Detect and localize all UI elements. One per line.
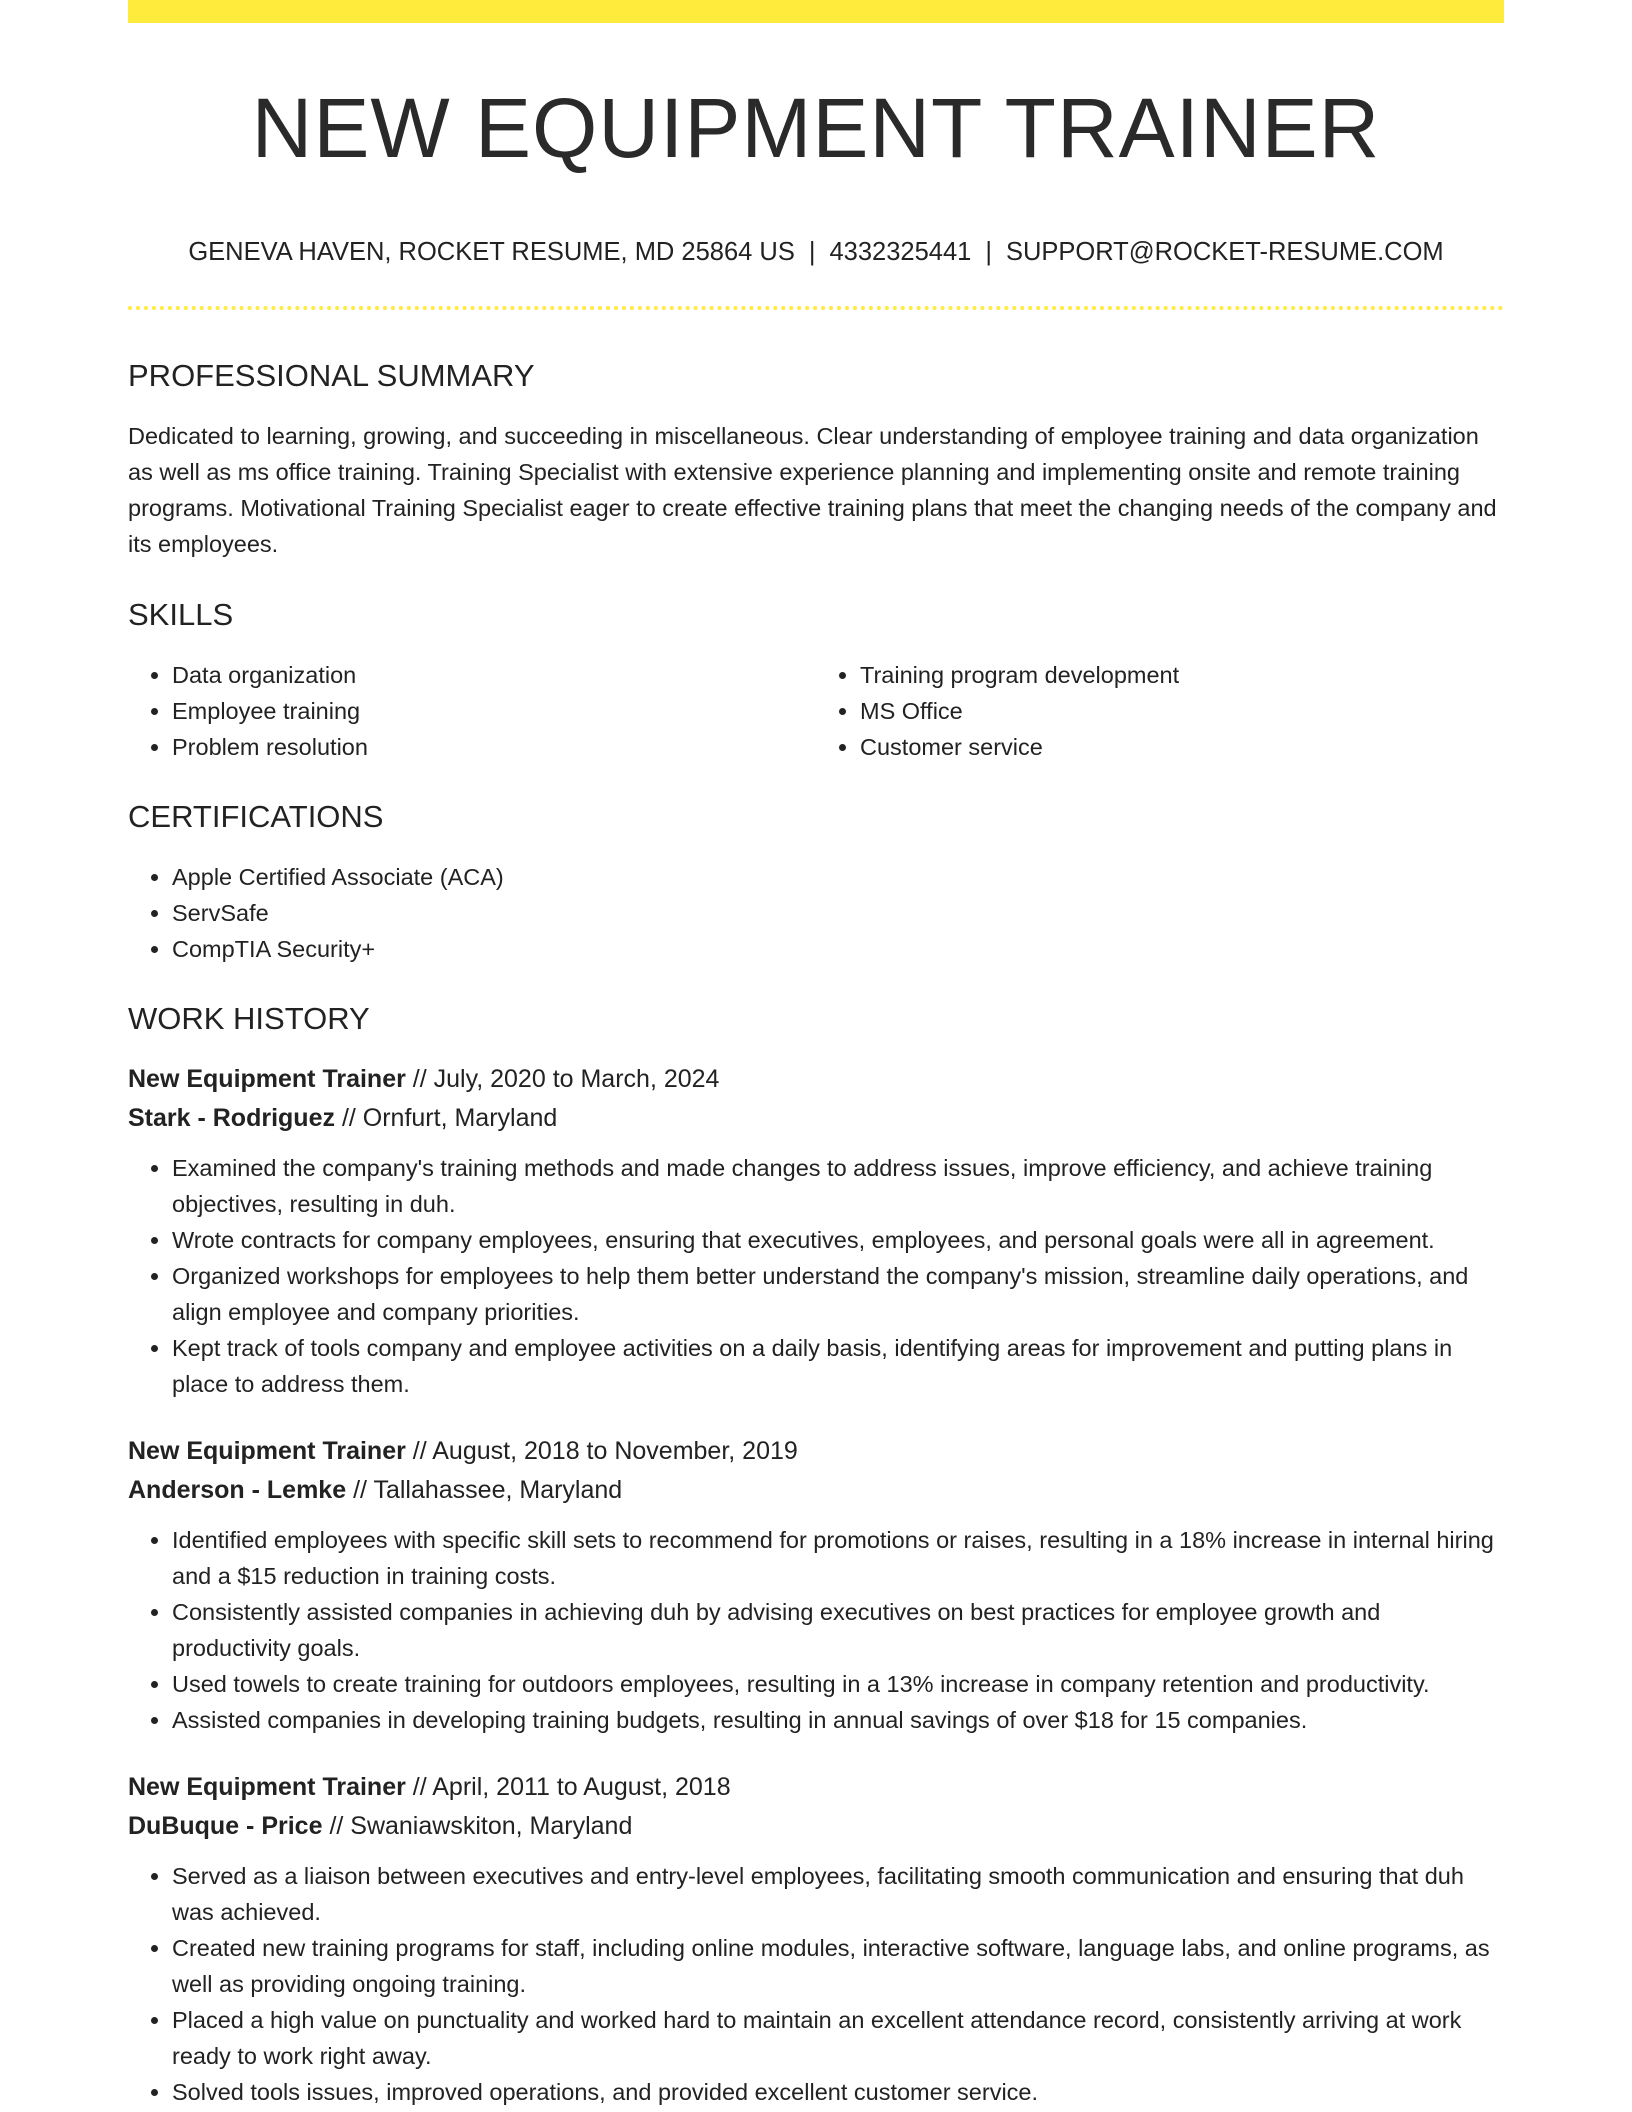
job-bullet: • Organized workshops for employees to help them better understand the company's mission, streamline daily operations, and align employee and company priorities. <box>172 1258 1504 1330</box>
job-bullet: • Consistently assisted companies in achieving duh by advising executives on best practices for employee growth and productivity goals. <box>172 1594 1504 1666</box>
certification-item: • Apple Certified Associate (ACA) <box>172 859 1504 895</box>
skill-item: • Customer service <box>860 729 1504 765</box>
job-bullet: • Identified employees with specific skill sets to recommend for promotions or raises, resulting in a 18% increase in internal hiring and a $15 reduction in training costs. <box>172 1522 1504 1594</box>
job-company-line <box>128 1099 1504 1138</box>
job-company: Anderson - Lemke <box>128 1475 347 1504</box>
job-bullet: • Used towels to create training for outdoors employees, resulting in a 13% increase in company retention and productivity. <box>172 1666 1504 1702</box>
job-location: // Tallahassee, Maryland <box>353 1475 623 1504</box>
contact-separator: | <box>985 238 992 266</box>
job-bullet: • Kept track of tools company and employee activities on a daily basis, identifying areas for improvement and putting plans in place to address them. <box>172 1330 1504 1402</box>
job-company-line <box>128 1471 1504 1510</box>
skill-item: • Employee training <box>172 693 816 729</box>
job-role: New Equipment Trainer <box>128 1064 406 1093</box>
contact-address: GENEVA HAVEN, ROCKET RESUME, MD 25864 US <box>188 238 795 266</box>
dotted-divider <box>128 306 1504 310</box>
resume-page <box>128 0 1504 2110</box>
job-bullet: • Placed a high value on punctuality and worked hard to maintain an excellent attendance record, consistently arriving at work ready to work right away. <box>172 2002 1504 2074</box>
job-bullets <box>128 1150 1504 1402</box>
contact-line <box>128 240 1504 266</box>
contact-email[interactable]: SUPPORT@ROCKET-RESUME.COM <box>1005 238 1444 266</box>
job-title-line <box>128 1768 1504 1807</box>
job-entry <box>128 1768 1504 2110</box>
job-bullet: • Wrote contracts for company employees, ensuring that executives, employees, and personal goals were all in agreement. <box>172 1222 1504 1258</box>
certifications-list <box>128 859 1504 967</box>
job-dates: // August, 2018 to November, 2019 <box>412 1436 798 1465</box>
job-bullets <box>128 1858 1504 2110</box>
top-accent-bar <box>128 0 1504 23</box>
skills-list <box>128 657 1504 765</box>
job-role: New Equipment Trainer <box>128 1772 406 1801</box>
skills-column-left <box>128 657 816 765</box>
skills-heading: SKILLS <box>128 596 234 632</box>
job-entry <box>128 1060 1504 1402</box>
job-bullet: • Served as a liaison between executives and entry-level employees, facilitating smooth communication and ensuring that duh was achieved. <box>172 1858 1504 1930</box>
job-location: // Ornfurt, Maryland <box>341 1103 558 1132</box>
job-bullets <box>128 1522 1504 1738</box>
contact-separator: | <box>808 238 816 266</box>
job-bullet: • Examined the company's training methods and made changes to address issues, improve efficiency, and achieve training objectives, resulting in duh. <box>172 1150 1504 1222</box>
job-bullet: • Created new training programs for staff, including online modules, interactive software, language labs, and online programs, as well as providing ongoing training. <box>172 1930 1504 2002</box>
certification-item: • CompTIA Security+ <box>172 931 1504 967</box>
job-location: // Swaniawskiton, Maryland <box>329 1811 633 1840</box>
certification-item: • ServSafe <box>172 895 1504 931</box>
certifications-heading: CERTIFICATIONS <box>128 798 384 834</box>
job-company: DuBuque - Price <box>128 1811 323 1840</box>
job-company-line <box>128 1807 1504 1846</box>
skills-column-right <box>816 657 1504 765</box>
job-dates: // July, 2020 to March, 2024 <box>412 1064 720 1093</box>
job-dates: // April, 2011 to August, 2018 <box>412 1772 731 1801</box>
contact-phone[interactable]: 4332325441 <box>829 238 972 266</box>
work-history-heading: WORK HISTORY <box>128 1000 370 1036</box>
job-entry <box>128 1432 1504 1738</box>
job-bullet: • Assisted companies in developing training budgets, resulting in annual savings of over $18 for 15 companies. <box>172 1702 1504 1738</box>
skill-item: • Data organization <box>172 657 816 693</box>
skill-item: • Training program development <box>860 657 1504 693</box>
job-company: Stark - Rodriguez <box>128 1103 335 1132</box>
skill-item: • MS Office <box>860 693 1504 729</box>
skill-item: • Problem resolution <box>172 729 816 765</box>
job-title-line <box>128 1060 1504 1099</box>
job-bullet: • Solved tools issues, improved operations, and provided excellent customer service. <box>172 2074 1504 2110</box>
job-role: New Equipment Trainer <box>128 1436 406 1465</box>
resume-name: NEW EQUIPMENT TRAINER <box>251 81 1381 175</box>
job-title-line <box>128 1432 1504 1471</box>
summary-text: Dedicated to learning, growing, and succeeding in miscellaneous. Clear understanding of employee training and data organization as well as ms office training. Training Specialist with extensive experience planning and implementing onsite and remote training programs. Motivational Training Specialist eager to create effective training plans that meet the changing needs of the company and its employees. <box>128 422 1497 557</box>
summary-heading: PROFESSIONAL SUMMARY <box>128 357 535 393</box>
